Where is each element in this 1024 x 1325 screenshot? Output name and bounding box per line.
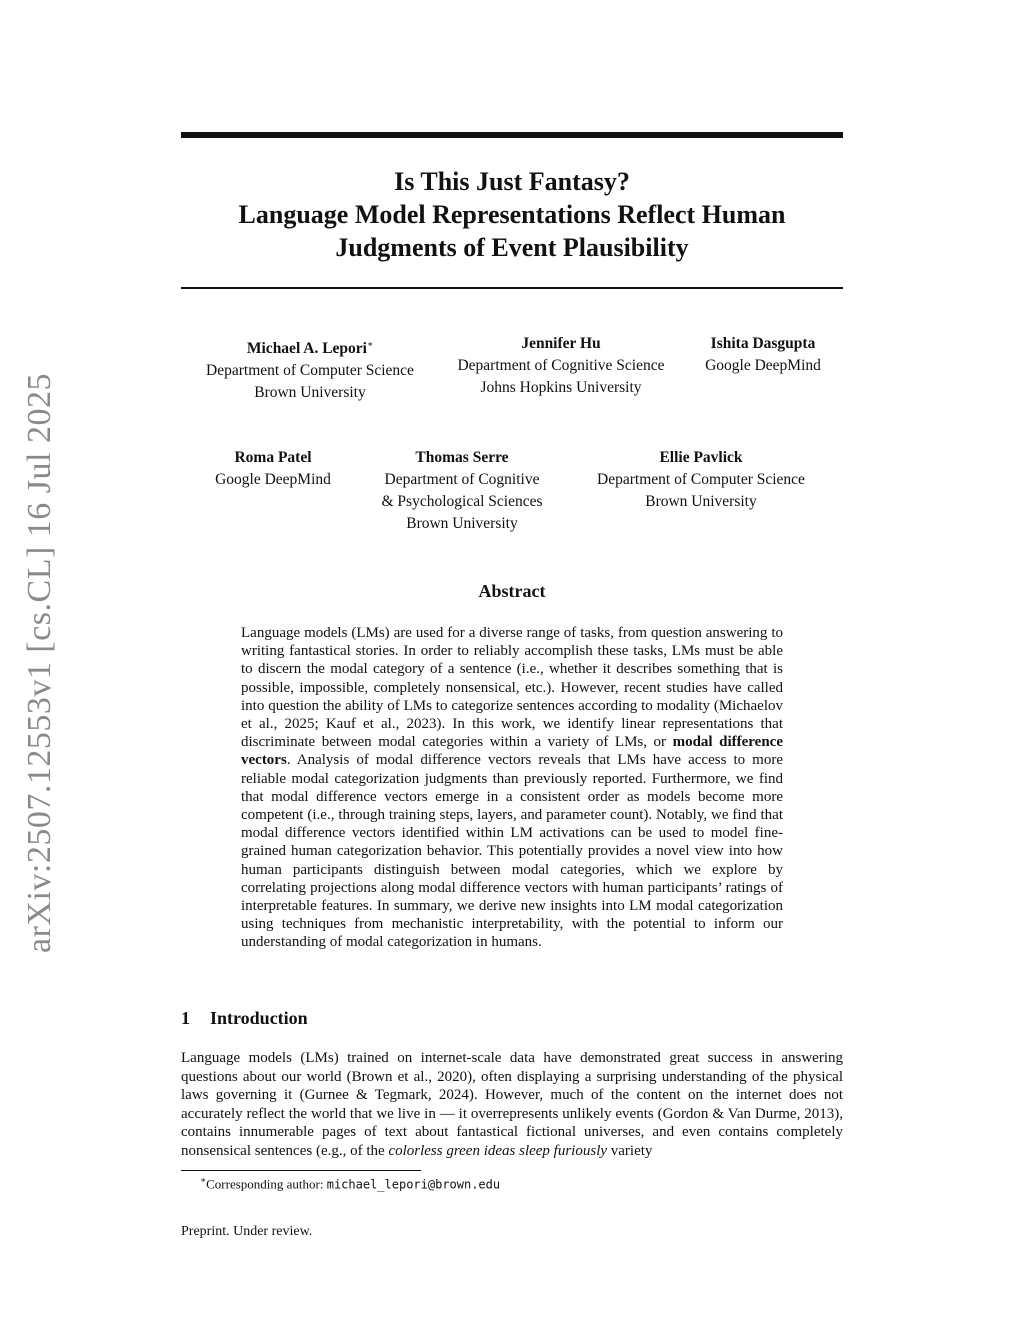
- abstract-body: Language models (LMs) are used for a diverse range of tasks, from question answering to writing fantastical stories. In order to reliably accomplish these tasks, LMs must be able to discern the modal category of a sentence (i.e., whether it describes something that is possible, impossible, completely nonsensical, etc.). However, recent studies have called into question the ability of LMs to categorize sentences according to modality (Michaelov et al., 2025; Kauf et al., 2023). In this work, we identify linear representations that discriminate between modal categories within a variety of LMs, or modal difference vectors. Analysis of modal difference vectors reveals that LMs have access to more reliable modal categorization judgments than previously reported. Furthermore, we find that modal difference vectors emerge in a consistent order as models become more competent (i.e., through training steps, layers, and parameter count). Notably, we find that modal difference vectors identified within LM activations can be used to model fine-grained human categorization behavior. This potentially provides a novel view into how human participants distinguish between modal categories, which we explore by correlating projections along modal difference vectors with human participants’ ratings of interpretable features. In summary, we derive new insights into LM modal categorization using techniques from mechanistic interpretability, with the potential to inform our understanding of modal categorization in humans.: [241, 625, 783, 951]
- author-affiliation: Google DeepMind: [215, 471, 331, 488]
- author-block: [342, 447, 582, 535]
- author-name: Roma Patel: [234, 449, 312, 466]
- abstract-bold-term: modal difference vectors: [241, 734, 783, 769]
- introduction-paragraph: Language models (LMs) trained on internet-scale data have demonstrated great success in answering questions about our world (Brown et al., 2020), often displaying a surprising understanding of the physical laws governing it (Gurnee & Tegmark, 2024). However, much of the content on the internet does not accurately reflect the world that we live in — it overrepresents unlikely events (Gordon & Van Durme, 2013), contains innumerable pages of text about fantastical fictional universes, and even contains completely nonsensical sentences (e.g., of the colorless green ideas sleep furiously variety: [181, 1050, 843, 1159]
- italic-example-phrase: colorless green ideas sleep furiously: [388, 1142, 608, 1159]
- author-affiliation: Department of Computer Science: [206, 362, 414, 380]
- author-affiliation: Brown University: [254, 384, 366, 402]
- author-affiliation: Department of Cognitive Science: [457, 357, 665, 374]
- section-number: 1: [181, 1008, 190, 1028]
- author-affiliation: Department of Cognitive: [384, 471, 540, 488]
- footnote-marker: ∗: [200, 1175, 207, 1185]
- author-affiliation: & Psychological Sciences: [381, 493, 543, 510]
- corresponding-author-marker: ∗: [367, 339, 374, 349]
- author-block: [642, 333, 884, 377]
- author-name: Ellie Pavlick: [659, 449, 743, 466]
- section-title: Introduction: [210, 1008, 308, 1028]
- preprint-footer: Preprint. Under review.: [181, 1224, 313, 1239]
- author-affiliation: Johns Hopkins University: [480, 379, 642, 396]
- author-name: Ishita Dasgupta: [710, 335, 816, 352]
- paper-title: [181, 165, 843, 264]
- author-affiliation: Brown University: [645, 493, 757, 510]
- footnote: ∗Corresponding author: michael_lepori@brown.edu: [200, 1175, 501, 1192]
- author-affiliation: Google DeepMind: [705, 357, 821, 374]
- title-bottom-rule: [181, 287, 843, 289]
- author-block: [571, 447, 831, 513]
- title-line-2: Language Model Representations Reflect Human: [238, 200, 786, 229]
- title-top-rule: [181, 132, 843, 138]
- author-name: Thomas Serre: [415, 449, 509, 466]
- footnote-rule: [181, 1170, 421, 1171]
- arxiv-identifier-stamp: arXiv:2507.12553v1 [cs.CL] 16 Jul 2025: [21, 373, 58, 953]
- title-line-1: Is This Just Fantasy?: [394, 167, 630, 196]
- author-affiliation: Brown University: [406, 515, 518, 532]
- author-name: Michael A. Lepori∗: [246, 339, 374, 358]
- author-block: [180, 333, 440, 404]
- abstract-heading: Abstract: [478, 581, 546, 601]
- title-line-3: Judgments of Event Plausibility: [335, 233, 689, 262]
- author-name: Jennifer Hu: [521, 335, 601, 352]
- section-heading: [181, 1008, 308, 1029]
- author-affiliation: Department of Computer Science: [597, 471, 805, 488]
- corresponding-email: michael_lepori@brown.edu: [326, 1177, 501, 1192]
